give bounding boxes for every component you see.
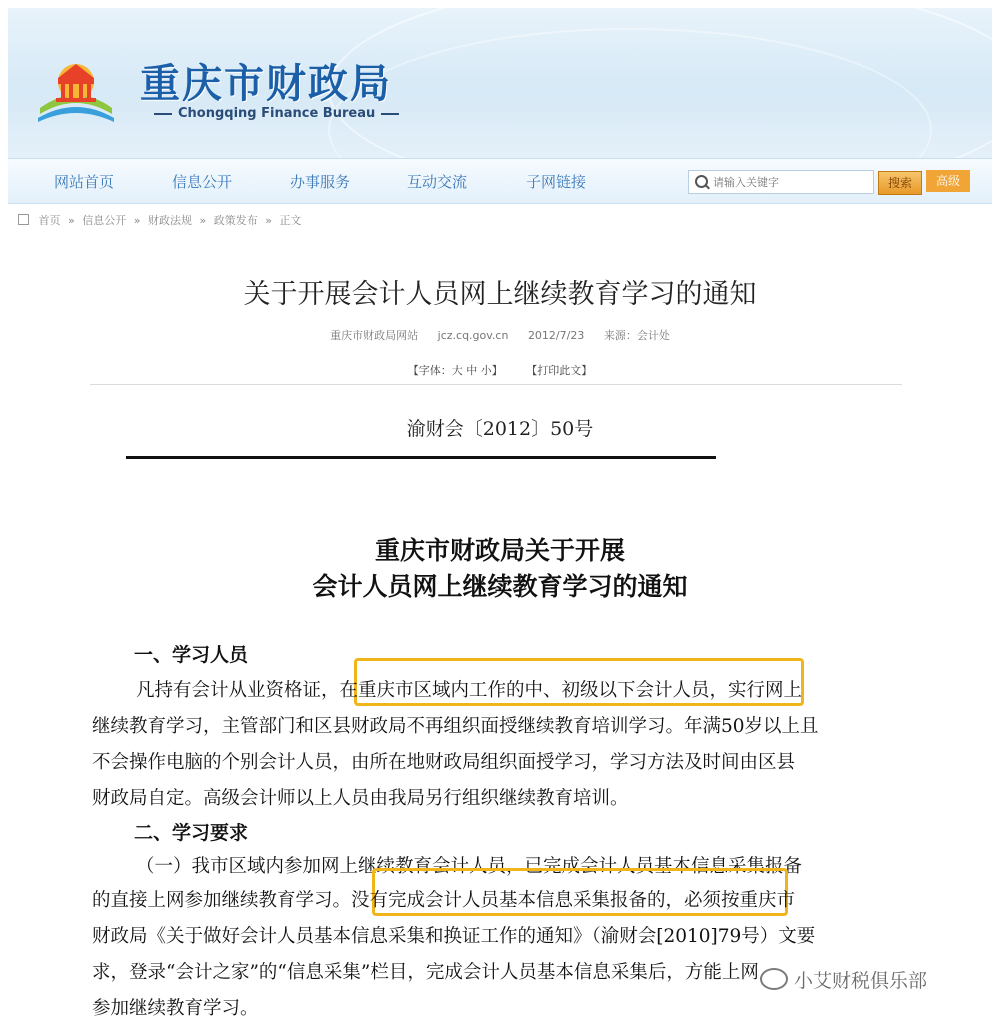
advanced-search-button[interactable]: 高级: [926, 170, 970, 192]
search-box: [688, 170, 874, 194]
paragraph2-line4: 求，登录“会计之家”的“信息采集”栏目，完成会计人员基本信息采集后，方能上网: [92, 962, 759, 983]
meta-date: 2012/7/23: [527, 329, 585, 342]
paragraph2-line5: 参加继续教育学习。: [92, 998, 259, 1019]
finance-bureau-logo-icon: [36, 48, 116, 128]
breadcrumb-regulations[interactable]: 财政法规: [147, 214, 192, 227]
paragraph2-line1: （一）我市区域内参加网上继续教育会计人员，已完成会计人员基本信息采集报备: [136, 856, 803, 877]
font-size-tool[interactable]: 【字体：大 中 小】: [407, 364, 503, 377]
article-title: 关于开展会计人员网上继续教育学习的通知: [243, 279, 757, 310]
paragraph1-line2: 继续教育学习，主管部门和区县财政局不再组织面授继续教育培训学习。年满50岁以上且: [92, 716, 819, 737]
divider: [90, 384, 902, 385]
section1-heading: 一、学习人员: [134, 644, 249, 666]
paragraph1-line1: 凡持有会计从业资格证，在重庆市区域内工作的中、初级以下会计人员，实行网上: [136, 680, 803, 701]
paragraph1-line3: 不会操作电脑的个别会计人员，由所在地财政局组织面授学习，学习方法及时间由区县: [92, 752, 796, 773]
article-meta: [0, 327, 1000, 343]
search-input[interactable]: [711, 173, 871, 191]
nav-item-services[interactable]: 办事服务: [290, 173, 351, 191]
document-title-line1: 重庆市财政局关于开展: [374, 536, 625, 565]
home-icon: [18, 214, 29, 225]
breadcrumb: 首页 » 信息公开 » 财政法规 » 政策发布 » 正文: [18, 212, 305, 228]
document-title-line2: 会计人员网上继续教育学习的通知: [312, 572, 688, 601]
search-icon: [695, 175, 708, 188]
site-subtitle: Chongqing Finance Bureau: [148, 106, 405, 121]
red-head-line: [126, 456, 716, 459]
meta-origin: 来源：会计处: [603, 329, 670, 342]
nav-item-interaction[interactable]: 互动交流: [407, 173, 468, 191]
search-button[interactable]: 搜索: [878, 171, 922, 195]
nav-item-home[interactable]: 网站首页: [54, 173, 115, 191]
article-tools: [0, 362, 1000, 378]
document-number: 渝财会〔2012〕50号: [406, 418, 594, 440]
nav-item-links[interactable]: 子网链接: [526, 173, 587, 191]
meta-domain: jcz.cq.gov.cn: [437, 329, 509, 342]
meta-source: 重庆市财政局网站: [330, 329, 419, 342]
breadcrumb-policy[interactable]: 政策发布: [213, 214, 258, 227]
paragraph2-line2: 的直接上网参加继续教育学习。没有完成会计人员基本信息采集报备的，必须按重庆市: [92, 890, 796, 911]
site-banner: [8, 8, 992, 158]
breadcrumb-info[interactable]: 信息公开: [82, 214, 127, 227]
wechat-icon: [760, 968, 788, 990]
paragraph2-line3: 财政局《关于做好会计人员基本信息采集和换证工作的通知》（渝财会[2010]79号）文要: [92, 926, 816, 947]
watermark: 小艾财税俱乐部: [760, 966, 927, 993]
section2-heading: 二、学习要求: [134, 822, 249, 844]
paragraph1-line4: 财政局自定。高级会计师以上人员由我局另行组织继续教育培训。: [92, 788, 629, 809]
site-title: 重庆市财政局: [140, 61, 392, 107]
print-button[interactable]: 【打印此文】: [526, 364, 593, 377]
breadcrumb-home[interactable]: 首页: [38, 214, 61, 227]
breadcrumb-current: 正文: [279, 214, 302, 227]
nav-item-info[interactable]: 信息公开: [172, 173, 233, 191]
